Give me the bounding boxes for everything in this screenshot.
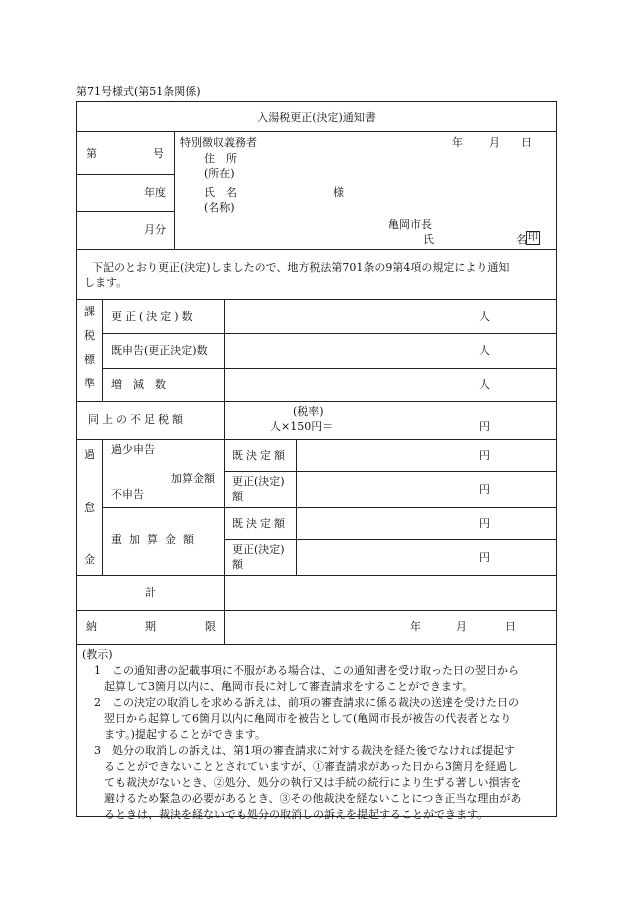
- revised-count-unit: 人: [479, 310, 490, 323]
- deadline-month: 月: [456, 620, 467, 633]
- deadline-label-3: 限: [205, 620, 216, 633]
- tax-base-label-2: 税: [84, 329, 95, 342]
- revised-count-label: 更正(決定)数: [111, 310, 196, 323]
- penalty-unit-3: 円: [479, 517, 490, 530]
- date-month: 月: [489, 136, 500, 149]
- tax-formula: 人×150円＝: [270, 420, 334, 433]
- name-sub: (名称): [204, 201, 235, 214]
- obligor-label: 特別徴収義務者: [180, 136, 257, 149]
- declared-count-label: 既申告(更正決定)数: [111, 344, 208, 357]
- honorific: 様: [333, 186, 344, 199]
- number-label-left: 第: [86, 147, 97, 160]
- address-sub: (所在): [204, 167, 235, 180]
- note-1b: 起算して3箇月以内に、亀岡市長に対して審査請求をすることができます。: [104, 680, 474, 693]
- seal-mark: 印: [528, 232, 538, 243]
- address-label: 住 所: [204, 152, 237, 165]
- add-amount-label: 加算金額: [171, 472, 215, 485]
- tax-base-label-4: 準: [84, 377, 95, 390]
- notes-block: [82, 647, 522, 823]
- penalty-unit-1: 円: [479, 449, 490, 462]
- date-year: 年: [452, 136, 463, 149]
- tax-base-label-1: 課: [84, 305, 95, 318]
- note-3e: るときは、裁決を経ないでも処分の取消しの訴えを提起することができます。: [104, 808, 489, 821]
- note-3c: ても裁決がないとき、②処分、処分の執行又は手続の続行により生ずる著しい損害を: [104, 776, 522, 789]
- shortage-unit: 円: [479, 420, 490, 433]
- month-label: 月分: [144, 223, 166, 236]
- confirmed-amount-label-1: 既決定額: [232, 449, 288, 462]
- deadline-year: 年: [410, 620, 421, 633]
- number-label-right: 号: [153, 147, 164, 160]
- heavy-penalty-label: 重加算金額: [111, 533, 201, 546]
- total-label: 計: [145, 586, 156, 599]
- penalty-label-2: 怠: [84, 501, 95, 514]
- non-declaration-label: 不申告: [111, 488, 144, 501]
- deadline-day: 日: [505, 620, 516, 633]
- intro-line-2: します。: [84, 276, 128, 289]
- change-count-unit: 人: [479, 378, 490, 391]
- note-2b: 翌日から起算して6箇月以内に亀岡市を被告として(亀岡市長が被告の代表者となり: [104, 712, 512, 725]
- form-title: 入湯税更正(決定)通知書: [257, 111, 376, 124]
- penalty-label-3: 金: [84, 553, 95, 566]
- shortage-label: 同上の不足税額: [88, 413, 186, 426]
- year-label: 年度: [144, 186, 166, 199]
- revised-amount-label-2b: 額: [232, 558, 243, 571]
- tax-rate-label: (税率): [293, 405, 324, 418]
- note-2c: ます。)提起することができます。: [104, 728, 267, 741]
- form-number: 第71号様式(第51条関係): [76, 85, 201, 98]
- penalty-label-1: 過: [84, 448, 95, 461]
- note-3b: ることができないこととされていますが、①審査請求があった日から3箇月を経過し: [104, 760, 518, 773]
- note-3d: 避けるため緊急の必要があるとき、③その他裁決を経ないことにつき正当な理由があ: [104, 792, 522, 805]
- change-count-label: 増 減 数: [111, 378, 166, 391]
- notes-title: (教示): [82, 648, 113, 661]
- name-label: 氏 名: [204, 186, 237, 199]
- deadline-label-2: 期: [145, 620, 156, 633]
- penalty-unit-2: 円: [479, 483, 490, 496]
- mayor-shi: 氏: [423, 233, 434, 246]
- deadline-label-1: 納: [86, 620, 97, 633]
- date-day: 日: [521, 136, 532, 149]
- declared-count-unit: 人: [479, 344, 490, 357]
- note-1a: 1 この通知書の記載事項に不服がある場合は、この通知書を受け取った日の翌日から: [94, 664, 519, 677]
- note-3a: 3 処分の取消しの訴えは、第1項の審査請求に対する裁決を経た後でなければ提起す: [94, 744, 515, 757]
- penalty-unit-4: 円: [479, 551, 490, 564]
- under-declaration-label: 過少申告: [111, 443, 155, 456]
- confirmed-amount-label-2: 既決定額: [232, 517, 288, 530]
- revised-amount-label-1b: 額: [232, 490, 243, 503]
- note-2a: 2 この決定の取消しを求める訴えは、前項の審査請求に係る裁決の送達を受けた日の: [94, 696, 519, 709]
- mayor-title: 亀岡市長: [388, 218, 432, 231]
- tax-base-label-3: 標: [84, 353, 95, 366]
- intro-line-1: 下記のとおり更正(決定)しましたので、地方税法第701条の9第4項の規定により通知: [92, 261, 510, 274]
- revised-amount-label-2a: 更正(決定): [232, 543, 285, 556]
- revised-amount-label-1a: 更正(決定): [232, 475, 285, 488]
- mayor-mei: 名: [516, 233, 527, 246]
